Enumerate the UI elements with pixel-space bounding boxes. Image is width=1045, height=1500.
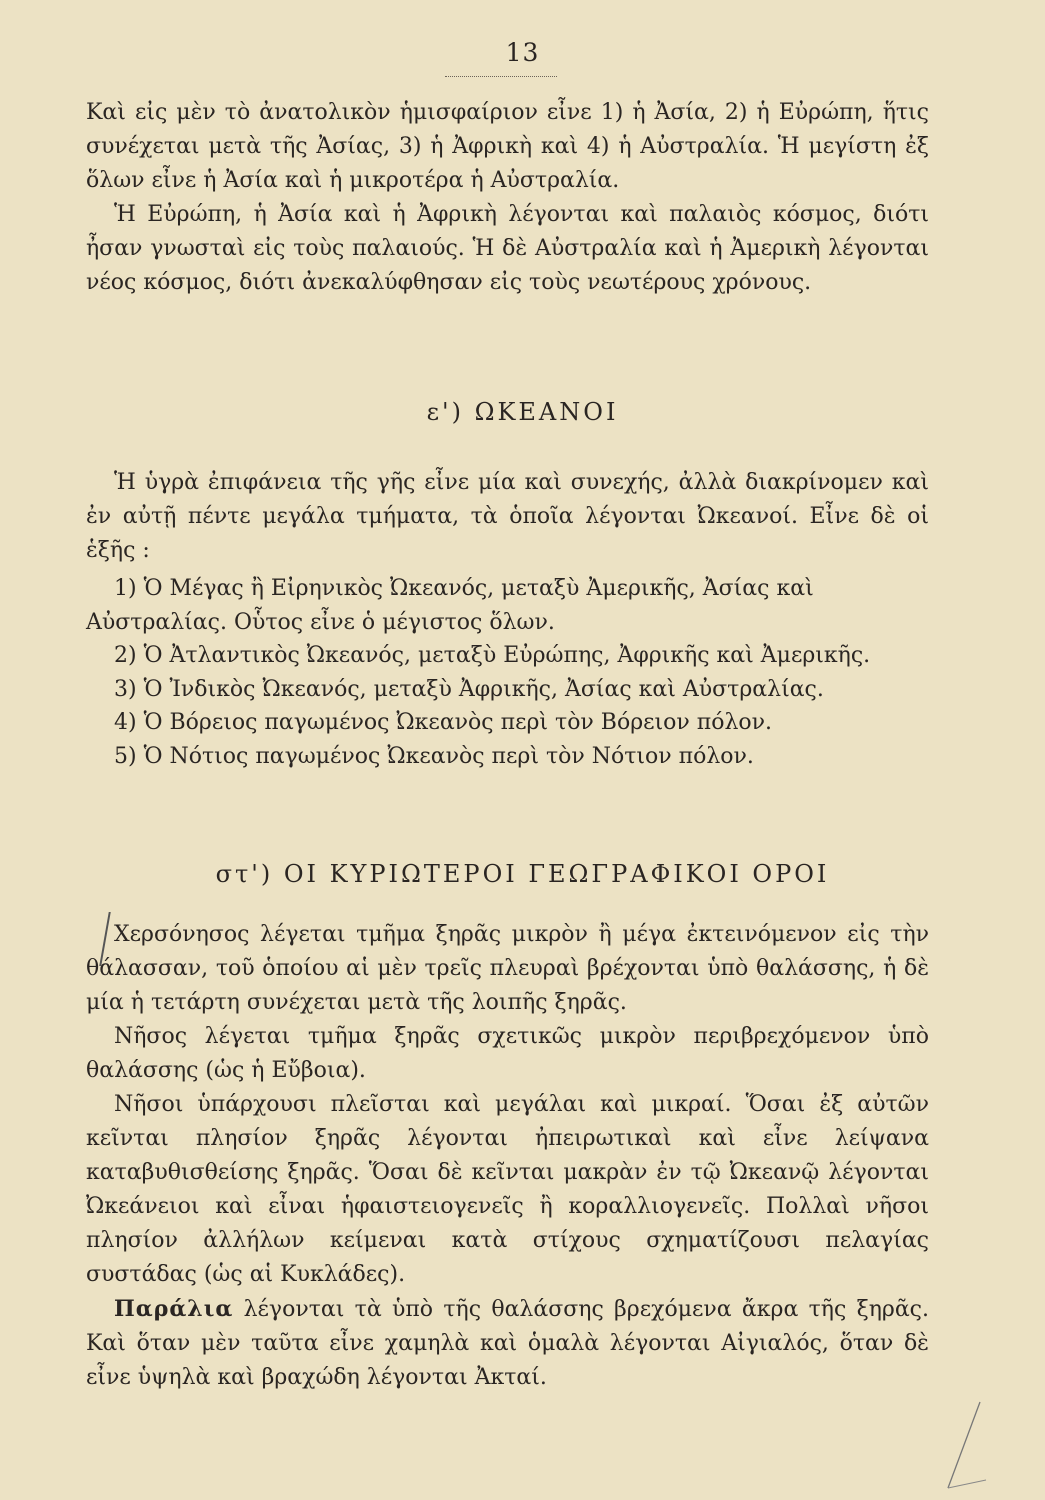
oceans-list [86, 572, 929, 773]
term-coasts-definition: λέγονται τὰ ὑπὸ τῆς θαλάσσης βρεχόμενα ἄκρα τῆς ξηρᾶς. Καὶ ὅταν μὲν ταῦτα εἶνε χαμηλὰ καὶ ὁμαλὰ λέγονται Αἰγιαλός, ὅταν δὲ εἶνε ὑψηλὰ καὶ βραχώδη λέγονται Ἀκταί. [86, 1297, 929, 1390]
list-item: 1) Ὁ Μέγας ἢ Εἰρηνικὸς Ὠκεανός, μεταξὺ Ἀμερικῆς, Ἀσίας καὶ Αὐστραλίας. Οὗτος εἶνε ὁ μέγιστος ὅλων. [86, 576, 814, 635]
list-item: 4) Ὁ Βόρειος παγωμένος Ὠκεανὸς περὶ τὸν Βόρειον πόλον. [114, 710, 773, 735]
list-item: 2) Ὁ Ἀτλαντικὸς Ὠκεανός, μεταξὺ Εὐρώπης, Ἀφρικῆς καὶ Ἀμερικῆς. [114, 643, 871, 668]
list-item: 5) Ὁ Νότιος παγωμένος Ὠκεανὸς περὶ τὸν Νότιον πόλον. [114, 743, 754, 769]
list-item: 3) Ὁ Ἰνδικὸς Ὠκεανός, μεταξὺ Ἀφρικῆς, Ἀσίας καὶ Αὐστραλίας. [114, 676, 824, 702]
page-number-rule [445, 76, 557, 77]
term-coasts: Παράλια [114, 1296, 234, 1322]
section-heading-oceans: ε') ΩΚΕΑΝΟΙ [426, 398, 619, 426]
intro-block [86, 96, 929, 300]
intro-paragraph-continents: Καὶ εἰς μὲν τὸ ἀνατολικὸν ἡμισφαίριον εἶνε 1) ἡ Ἀσία, 2) ἡ Εὐρώπη, ἥτις συνέχεται μετὰ τῆς Ἀσίας, 3) ἡ Ἀφρικὴ καὶ 4) ἡ Αὐστραλία. Ἡ μεγίστη ἐξ ὅλων εἶνε ἡ Ἀσία καὶ ἡ μικροτέρα ἡ Αὐστραλία. [86, 100, 929, 193]
section-heading-geographic-terms: στ') ΟΙ ΚΥΡΙΩΤΕΡΟΙ ΓΕΩΓΡΑΦΙΚΟΙ ΟΡΟΙ [215, 860, 830, 888]
page-number: 13 [505, 38, 540, 67]
term-paragraph-islands: Νῆσοι ὑπάρχουσι πλεῖσται καὶ μεγάλαι καὶ μικραί. Ὅσαι ἐξ αὐτῶν κεῖνται πλησίον ξηρᾶς λέγονται ἠπειρωτικαὶ καὶ εἶνε λείψανα καταβυθισθείσης ξηρᾶς. Ὅσαι δὲ κεῖνται μακρὰν ἐν τῷ Ὠκεανῷ λέγονται Ὠκεάνειοι καὶ εἶναι ἡφαιστειογενεῖς ἢ κοραλλιογενεῖς. Πολλαὶ νῆσοι πλησίον ἀλλήλων κείμεναι κατὰ στίχους σχηματίζουσι πελαγίας συστάδας (ὡς αἱ Κυκλάδες). [86, 1092, 929, 1287]
term-paragraph-coasts [86, 1292, 929, 1395]
term-paragraph-peninsula: Χερσόνησος λέγεται τμῆμα ξηρᾶς μικρὸν ἢ μέγα ἐκτεινόμενον εἰς τὴν θάλασσαν, τοῦ ὁποίου αἱ μὲν τρεῖς πλευραὶ βρέχονται ὑπὸ θαλάσσης, ἡ δὲ μία ἡ τετάρτη συνέχεται μετὰ τῆς λοιπῆς ξηρᾶς. [86, 922, 929, 1015]
oceans-intro [86, 466, 929, 568]
oceans-intro-paragraph: Ἡ ὑγρὰ ἐπιφάνεια τῆς γῆς εἶνε μία καὶ συνεχής, ἀλλὰ διακρίνομεν καὶ ἐν αὐτῇ πέντε μεγάλα τμήματα, τὰ ὁποῖα λέγονται Ὠκεανοί. Εἶνε δὲ οἱ ἑξῆς : [86, 470, 929, 563]
intro-paragraph-old-new-world: Ἡ Εὐρώπη, ἡ Ἀσία καὶ ἡ Ἀφρικὴ λέγονται καὶ παλαιὸς κόσμος, διότι ἦσαν γνωσταὶ εἰς τοὺς παλαιούς. Ἡ δὲ Αὐστραλία καὶ ἡ Ἀμερικὴ λέγονται νέος κόσμος, διότι ἀνεκαλύφθησαν εἰς τοὺς νεωτέρους χρόνους. [86, 202, 929, 295]
corner-pencil-mark [940, 1400, 1000, 1495]
terms-block [86, 918, 929, 1395]
term-paragraph-island: Νῆσος λέγεται τμῆμα ξηρᾶς σχετικῶς μικρὸν περιβρεχόμενον ὑπὸ θαλάσσης (ὡς ἡ Εὔβοια). [86, 1024, 929, 1083]
